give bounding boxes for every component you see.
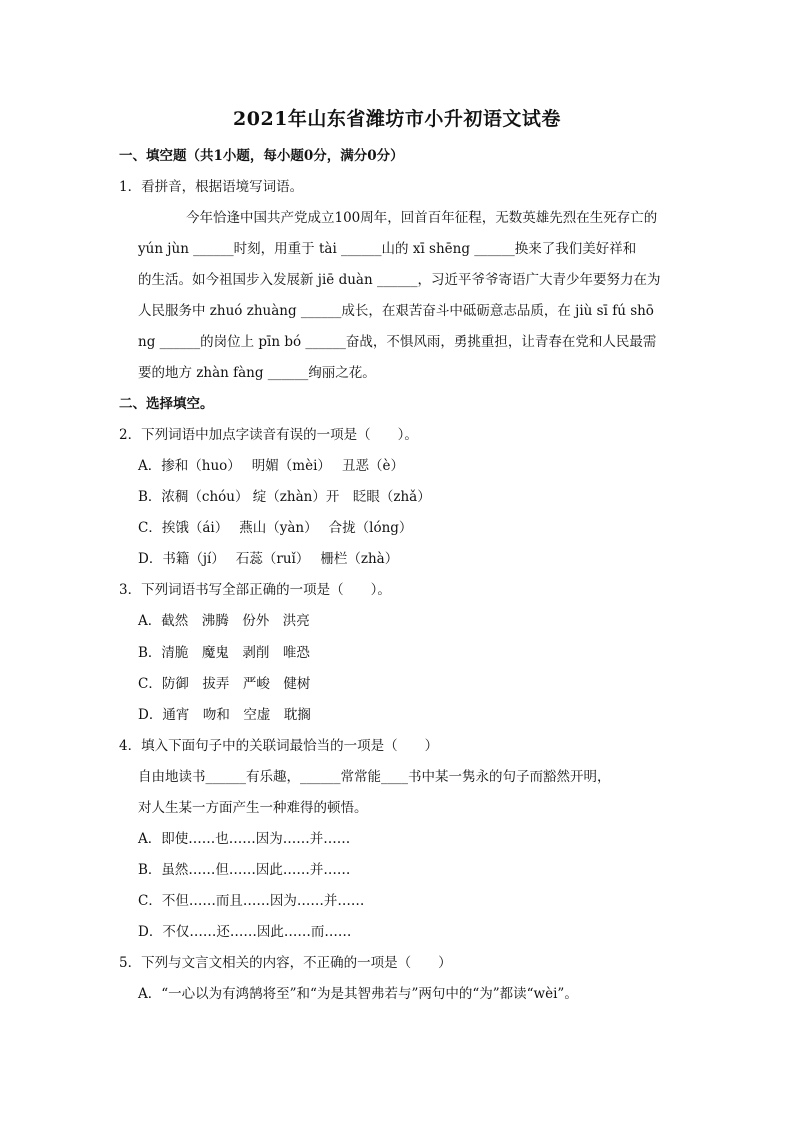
question-3-stem: 3．下列词语书写全部正确的一项是（ ）。 <box>119 582 391 598</box>
question-2-option-d: D．书籍（jí） 石蕊（ruǐ） 栅栏（zhà） <box>138 551 399 567</box>
question-3-option-a: A．截然 沸腾 份外 洪亮 <box>138 613 310 629</box>
question-1-line: 今年恰逢中国共产党成立100周年，回首百年征程，无数英雄先烈在生死存亡的 <box>186 210 658 226</box>
section2-heading: 二、选择填空。 <box>119 396 214 412</box>
question-1-line: 要的地方 zhàn fàng ______绚丽之花。 <box>138 365 376 381</box>
question-1-stem: 1．看拼音，根据语境写词语。 <box>119 179 304 195</box>
question-1-line: 人民服务中 zhuó zhuàng ______成长，在艰苦奋斗中砥砺意志品质，在 jiù sī fú shō <box>138 303 654 319</box>
question-1-line: 的生活。如今祖国步入发展新 jiē duàn ______，习近平爷爷寄语广大青少年要努力在为 <box>138 272 661 288</box>
section1-heading: 一、填空题（共1小题，每小题0分，满分0分） <box>119 148 404 164</box>
question-5-stem: 5．下列与文言文相关的内容，不正确的一项是（ ） <box>119 955 452 971</box>
question-2-option-c: C．挨饿（ái） 燕山（yàn） 合拢（lóng） <box>138 520 413 536</box>
question-2-option-b: B．浓稠（chóu） 绽（zhàn）开 眨眼（zhǎ） <box>138 489 431 505</box>
question-4-line: 自由地读书______有乐趣，______常常能____书中某一隽永的句子而豁然开明， <box>138 769 611 785</box>
page-title: 2021年山东省潍坊市小升初语文试卷 <box>233 108 561 130</box>
question-4-option-a: A．即使……也……因为……并…… <box>138 831 351 847</box>
question-5-option-a: A．“一心以为有鸿鹄将至”和“为是其智弗若与”两句中的“为”都读“wèi”。 <box>138 986 578 1002</box>
question-4-line: 对人生某一方面产生一种难得的顿悟。 <box>138 800 368 816</box>
question-3-option-b: B．清脆 魔鬼 剥削 唯恐 <box>138 645 310 661</box>
question-2-stem: 2．下列词语中加点字读音有误的一项是（ ）。 <box>119 427 418 443</box>
question-2-option-a: A．掺和（huo） 明媚（mèi） 丑恶（è） <box>138 458 404 474</box>
question-3-option-c: C．防御 拔弄 严峻 健树 <box>138 676 311 692</box>
question-4-option-d: D．不仅……还……因此……而…… <box>138 924 352 940</box>
question-4-option-c: C．不但……而且……因为……并…… <box>138 893 365 909</box>
question-1-line: ng ______的岗位上 pīn bó ______奋战，不惧风雨，勇挑重担，让青春在党和人民最需 <box>138 334 657 350</box>
question-3-option-d: D．通宵 吻和 空虚 耽搁 <box>138 707 311 723</box>
question-4-stem: 4．填入下面句子中的关联词最恰当的一项是（ ） <box>119 738 439 754</box>
question-4-option-b: B．虽然……但……因此……并…… <box>138 862 351 878</box>
question-1-line: yún jùn ______时刻，用重于 tài ______山的 xī shēng ______换来了我们美好祥和 <box>138 241 637 257</box>
